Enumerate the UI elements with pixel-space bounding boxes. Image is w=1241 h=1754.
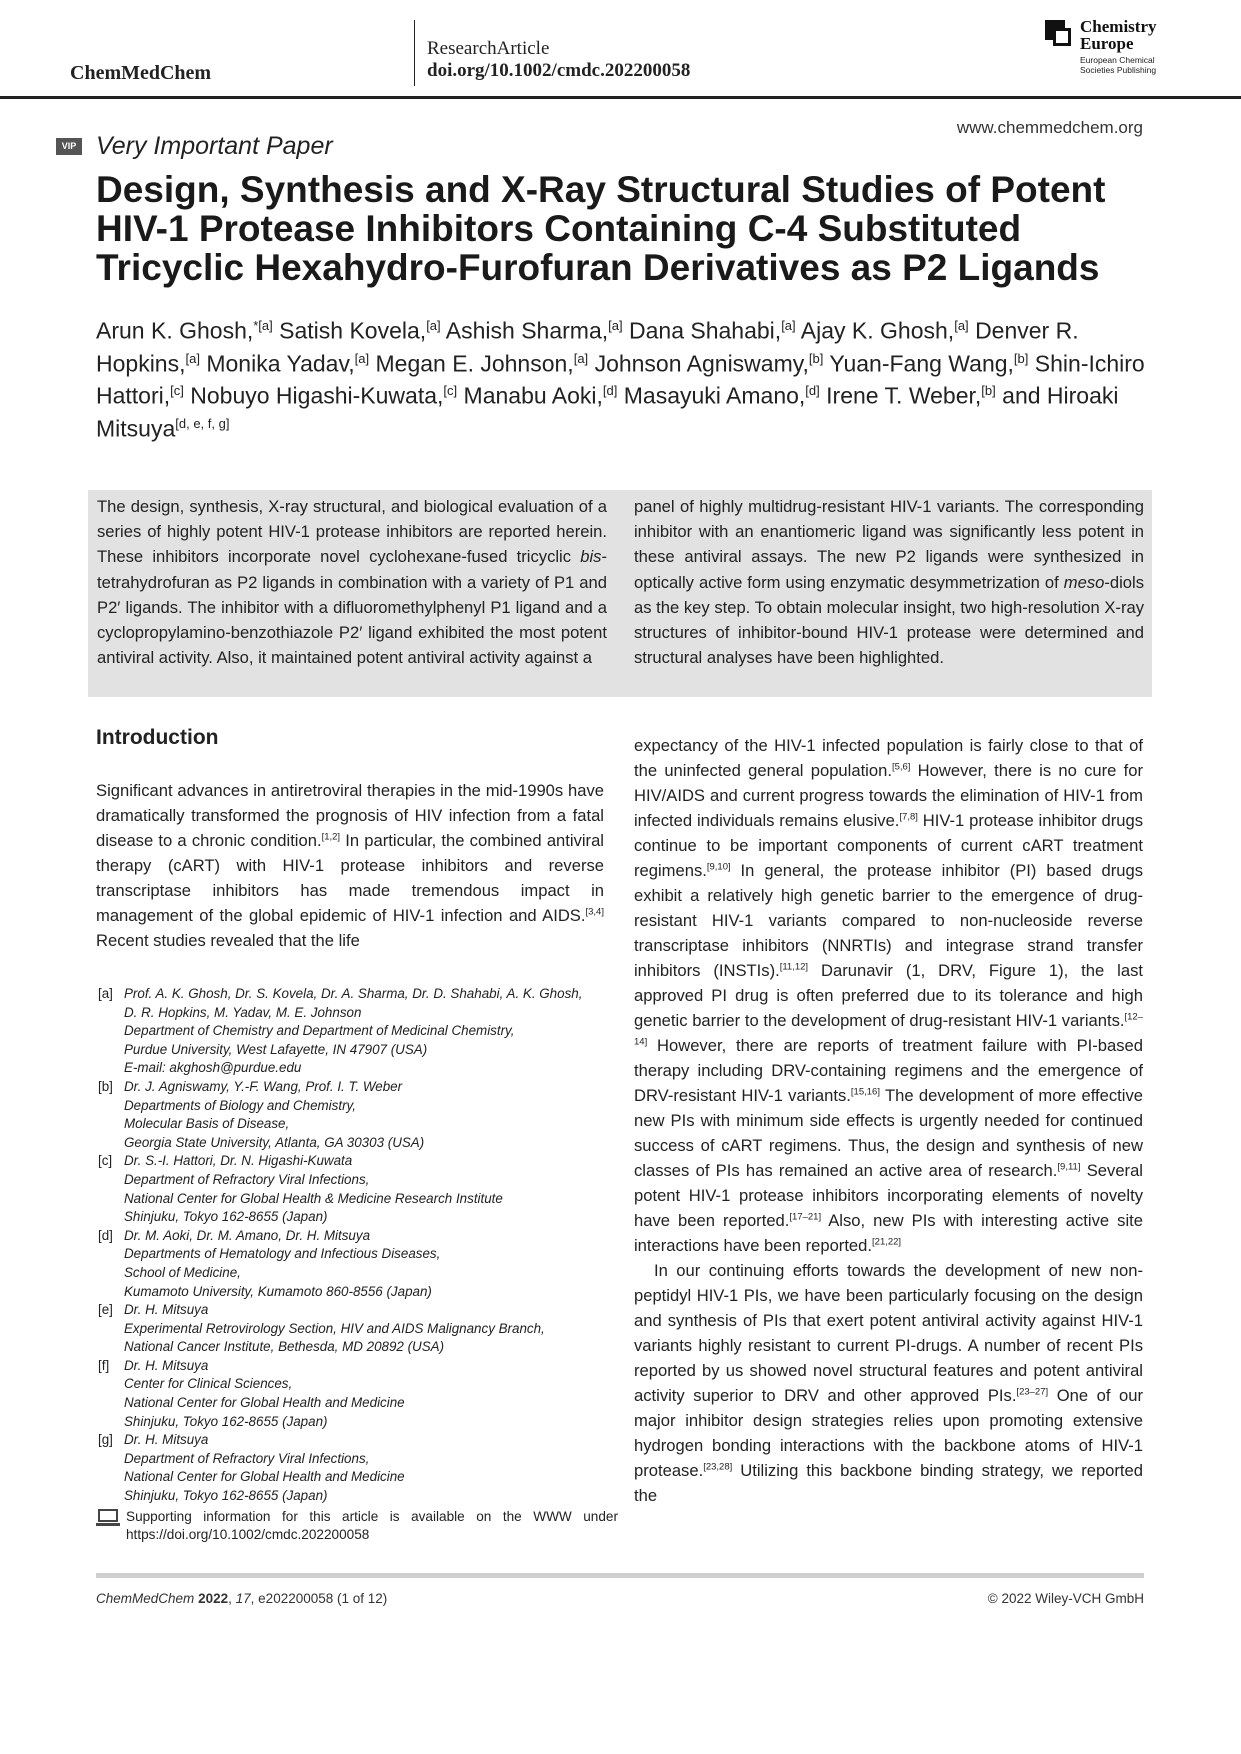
citation-reference: [23,28] [703, 1461, 733, 1473]
vip-label: Very Important Paper [96, 132, 333, 160]
body-text: expectancy of the HIV-1 infected population is fairly close to that of the uninfected general population. [634, 736, 1143, 780]
citation-reference: [9,11] [1057, 1161, 1081, 1173]
author-affiliation-mark: [a] [426, 318, 441, 333]
body-text: However, there is no cure for HIV/AIDS and current progress towards the elimination of HIV-1 from infected individuals remains elusive. [634, 761, 1143, 830]
affiliation-line: Shinjuku, Tokyo 162-8655 (Japan) [124, 1488, 328, 1504]
author-name: Ashish Sharma, [445, 317, 609, 344]
affiliation-line: Departments of Hematology and Infectious Diseases, [124, 1246, 441, 1262]
supporting-information [98, 1508, 618, 1544]
affiliation-line: Kumamoto University, Kumamoto 860-8556 (Japan) [124, 1283, 432, 1299]
supporting-information-text[interactable]: Supporting information for this article is available on the WWW under https://doi.org/10.1002/cmdc.202200058 [126, 1508, 618, 1542]
section-heading-introduction: Introduction [96, 726, 219, 749]
footer-journal: ChemMedChem [96, 1591, 195, 1606]
abstract-text: panel of highly multidrug-resistant HIV-1 variants. The corresponding inhibitor with an enantiomeric ligand was significantly less potent in these antiviral assays. The new P2 ligands were synthesized in optically active form using enzymatic desymmetrization of [634, 497, 1144, 592]
author-affiliation-mark: *[a] [253, 318, 273, 333]
affiliation-line: Shinjuku, Tokyo 162-8655 (Japan) [124, 1209, 328, 1225]
affiliation-tag: [f] [98, 1357, 110, 1373]
body-text: The development of more effective new PIs with minimum side effects is urgently needed for continued success of cART regimens. Thus, the design and synthesis of new classes of PIs has remained an active area of research. [634, 1086, 1143, 1180]
publisher-sub-line-2: Societies Publishing [1080, 65, 1157, 75]
author-affiliation-mark: [a] [354, 350, 370, 366]
author-affiliation-mark: [a] [185, 350, 200, 366]
affiliation-line: Experimental Retrovirology Section, HIV and AIDS Malignancy Branch, [124, 1320, 545, 1336]
author-name: Ajay K. Ghosh, [800, 317, 955, 344]
author-name: Johnson Agniswamy, [594, 350, 809, 377]
journal-name: ChemMedChem [70, 62, 212, 84]
author-name: Arun K. Ghosh, [96, 317, 254, 344]
citation-reference: [21,22] [872, 1236, 902, 1248]
author-name: Megan E. Johnson, [375, 350, 574, 377]
affiliation-line: Dr. S.-I. Hattori, Dr. N. Higashi-Kuwata [124, 1153, 353, 1169]
affiliation-line: National Center for Global Health and Medicine [124, 1469, 405, 1485]
vip-badge: VIP [56, 138, 82, 155]
affiliation-line: Molecular Basis of Disease, [124, 1116, 290, 1132]
citation-reference: [5,6] [891, 761, 911, 773]
author-name: Manabu Aoki, [463, 382, 603, 409]
citation-reference: [9,10] [706, 861, 731, 873]
affiliation-tag: [g] [98, 1432, 113, 1448]
body-text: Utilizing this backbone binding strategy, we reported the [634, 1461, 1143, 1505]
chemistry-europe-logo-icon [1045, 20, 1073, 50]
author-name: Denver R. Hopkins, [96, 317, 1079, 377]
article-type: ResearchArticle [427, 38, 550, 59]
affiliation-item [98, 1078, 618, 1152]
abstract-italic-term: bis [580, 547, 602, 567]
author-name: Irene T. Weber, [826, 382, 982, 409]
abstract-box [88, 490, 1152, 697]
author-affiliation-mark: [d, e, f, g] [175, 415, 230, 431]
author-name: Yuan-Fang Wang, [829, 350, 1014, 377]
publisher-name [1080, 18, 1156, 52]
intro-paragraph-3 [634, 1258, 1143, 1508]
body-text: Significant advances in antiretroviral therapies in the mid-1990s have dramatically transformed the prognosis of HIV infection from a fatal disease to a chronic condition. [96, 781, 604, 850]
citation-reference: [3,4] [585, 906, 604, 918]
abstract-italic-term: meso [1063, 572, 1105, 592]
body-text: In our continuing efforts towards the development of new non-peptidyl HIV-1 PIs, we have been particularly focusing on the design and synthesis of PIs that exert potent antiviral activity against HIV-1 variants highly resistant to current PI-drugs. A number of recent PIs reported by us showed novel structural features and potent antiviral activity superior to DRV and other approved PIs. [634, 1261, 1143, 1405]
body-text: HIV-1 protease inhibitor drugs continue to be important components of current cART treatment regimens. [634, 811, 1143, 880]
affiliation-line: Shinjuku, Tokyo 162-8655 (Japan) [124, 1413, 328, 1429]
publisher-name-line-1: Chemistry [1080, 17, 1157, 36]
citation-reference: [15,16] [850, 1086, 880, 1098]
author-affiliation-mark: [b] [1013, 350, 1029, 366]
abstract-left-column [97, 494, 607, 670]
affiliation-item [98, 1301, 618, 1357]
author-affiliation-mark: [a] [954, 318, 969, 333]
intro-paragraph-1 [96, 778, 604, 953]
author-affiliation-mark: [a] [781, 318, 796, 333]
body-text: However, there are reports of treatment failure with PI-based therapy including DRV-containing regimens and the emergence of DRV-resistant HIV-1 variants. [634, 1036, 1143, 1105]
affiliation-line: Purdue University, West Lafayette, IN 47907 (USA) [124, 1041, 428, 1057]
abstract-right-column [634, 494, 1144, 670]
intro-paragraph-2 [634, 733, 1143, 1258]
body-text: Several potent HIV-1 protease inhibitors incorporating elements of novelty have been reported. [634, 1161, 1143, 1230]
affiliation-item [98, 1227, 618, 1301]
affiliation-line: Departments of Biology and Chemistry, [124, 1097, 356, 1113]
footer-rule [96, 1573, 1144, 1578]
author-name: Satish Kovela, [279, 317, 427, 344]
affiliation-line: National Center for Global Health and Medicine [124, 1395, 405, 1411]
affiliation-tag: [d] [98, 1227, 113, 1243]
citation-reference: [12–14] [634, 1011, 1143, 1048]
journal-website-link[interactable]: www.chemmedchem.org [956, 118, 1143, 137]
author-affiliation-mark: [c] [170, 383, 184, 399]
affiliation-tag: [b] [98, 1078, 113, 1094]
affiliation-line: Dr. M. Aoki, Dr. M. Amano, Dr. H. Mitsuya [124, 1227, 371, 1243]
body-text: Recent studies revealed that the life [96, 931, 360, 950]
affiliation-line: Georgia State University, Atlanta, GA 30303 (USA) [124, 1134, 425, 1150]
abstract-text: The design, synthesis, X-ray structural, and biological evaluation of a series of highly potent HIV-1 protease inhibitors are reported herein. These inhibitors incorporate novel cyclohexane-fused tricyclic [97, 497, 607, 567]
author-name: Monika Yadav, [206, 350, 355, 377]
affiliation-tag: [a] [98, 986, 113, 1001]
citation-reference: [17–21] [789, 1211, 822, 1223]
body-text: In particular, the combined antiviral therapy (cART) with HIV-1 protease inhibitors and reverse transcriptase inhibitors has made tremendous impact in management of the global epidemic of HIV-1 infection and AIDS. [96, 831, 604, 925]
affiliation-line: Dr. H. Mitsuya [124, 1302, 209, 1318]
affiliation-line: Dr. J. Agniswamy, Y.-F. Wang, Prof. I. T. Weber [124, 1078, 403, 1094]
header-separator [414, 20, 415, 86]
abstract-text: -tetrahydrofuran as P2 ligands in combination with a variety of P1 and P2′ ligands. The inhibitor with a difluoromethylphenyl P1 ligand and a cyclopropylamino-benzothiazole P2′ ligand exhibited the most potent antiviral activity. Also, it maintained potent antiviral activity against a [97, 547, 607, 668]
article-title: Design, Synthesis and X-Ray Structural Studies of Potent HIV-1 Protease Inhibitors Containing C-4 Substituted Tricyclic Hexahydro-Furofuran Derivatives as P2 Ligands [96, 169, 1106, 288]
affiliation-tag: [c] [98, 1153, 113, 1169]
author-affiliation-mark: [c] [443, 383, 458, 399]
author-affiliation-mark: [a] [573, 350, 589, 366]
abstract-text: -diols as the key step. To obtain molecular insight, two high-resolution X-ray structures of inhibitor-bound HIV-1 protease were determined and structural analyses have been highlighted. [634, 572, 1144, 668]
body-text: One of our major inhibitor design strategies relies upon promoting extensive hydrogen bonding interactions with the backbone atoms of HIV-1 protease. [634, 1386, 1143, 1480]
computer-icon [98, 1509, 118, 1522]
affiliation-line: Department of Chemistry and Department of Medicinal Chemistry, [124, 1023, 515, 1039]
author-affiliation-mark: [a] [608, 318, 623, 333]
author-name: Shin-Ichiro Hattori, [96, 350, 1145, 409]
affiliation-item [98, 985, 618, 1078]
citation-reference: [1,2] [321, 831, 341, 843]
affiliation-line: D. R. Hopkins, M. Yadav, M. E. Johnson [124, 1004, 362, 1020]
publisher-subtitle [1080, 55, 1156, 75]
left-column [96, 725, 604, 953]
affiliation-line: National Cancer Institute, Bethesda, MD 20892 (USA) [124, 1339, 445, 1355]
affiliation-tag: [e] [98, 1302, 113, 1318]
footer-volume: 17 [235, 1591, 251, 1606]
article-doi-link[interactable]: doi.org/10.1002/cmdc.202200058 [427, 60, 691, 81]
footer-year: 2022 [198, 1591, 229, 1606]
author-list [96, 312, 1156, 443]
body-text: Darunavir (1, DRV, Figure 1), the last approved PI drug is often preferred due to its tolerance and high genetic barrier to the development of drug-resistant HIV-1 variants. [634, 961, 1144, 1030]
publisher-sub-line-1: European Chemical [1080, 55, 1155, 65]
author-affiliation-mark: [d] [805, 383, 820, 399]
affiliation-line: Center for Clinical Sciences, [124, 1376, 293, 1392]
body-text: Also, new PIs with interesting active site interactions have been reported. [634, 1211, 1143, 1255]
affiliation-item [98, 1152, 618, 1226]
footer-citation: ChemMedChem 2022, 17, e202200058 (1 of 12) [96, 1591, 388, 1606]
citation-reference: [7,8] [899, 811, 918, 823]
affiliations [98, 985, 618, 1544]
affiliation-line: Department of Refractory Viral Infections, [124, 1450, 370, 1466]
header-rule [0, 96, 1241, 99]
affiliation-item [98, 1357, 618, 1431]
author-name: Dana Shahabi, [629, 317, 782, 344]
affiliation-item [98, 1431, 618, 1505]
affiliation-line: E-mail: akghosh@purdue.edu [124, 1060, 302, 1076]
citation-reference: [11,12] [779, 961, 809, 973]
affiliation-line: Dr. H. Mitsuya [124, 1432, 209, 1448]
author-affiliation-mark: [b] [981, 383, 996, 399]
affiliation-line: Department of Refractory Viral Infections, [124, 1171, 370, 1187]
author-affiliation-mark: [d] [602, 383, 618, 399]
affiliation-line: Dr. H. Mitsuya [124, 1357, 209, 1373]
publisher-name-line-2: Europe [1080, 34, 1134, 53]
affiliation-line: National Center for Global Health & Medicine Research Institute [124, 1190, 503, 1206]
affiliation-line: Prof. A. K. Ghosh, Dr. S. Kovela, Dr. A. Sharma, Dr. D. Shahabi, A. K. Ghosh, [124, 986, 583, 1001]
body-text: In general, the protease inhibitor (PI) based drugs exhibit a relatively high genetic barrier to the emergence of drug-resistant HIV-1 variants compared to non-nucleoside reverse transcriptase inhibitors (NNRTIs) and integrase strand transfer inhibitors (INSTIs). [634, 861, 1143, 980]
author-name: Masayuki Amano, [623, 382, 806, 409]
footer-article: e202200058 (1 of 12) [258, 1591, 388, 1606]
right-column [634, 733, 1143, 1508]
author-name: Nobuyo Higashi-Kuwata, [190, 382, 444, 409]
author-affiliation-mark: [b] [808, 350, 824, 366]
citation-reference: [23–27] [1016, 1386, 1049, 1398]
footer-copyright: © 2022 Wiley-VCH GmbH [987, 1591, 1144, 1606]
affiliation-line: School of Medicine, [124, 1264, 241, 1280]
author-name: and Hiroaki Mitsuya [96, 382, 1119, 442]
